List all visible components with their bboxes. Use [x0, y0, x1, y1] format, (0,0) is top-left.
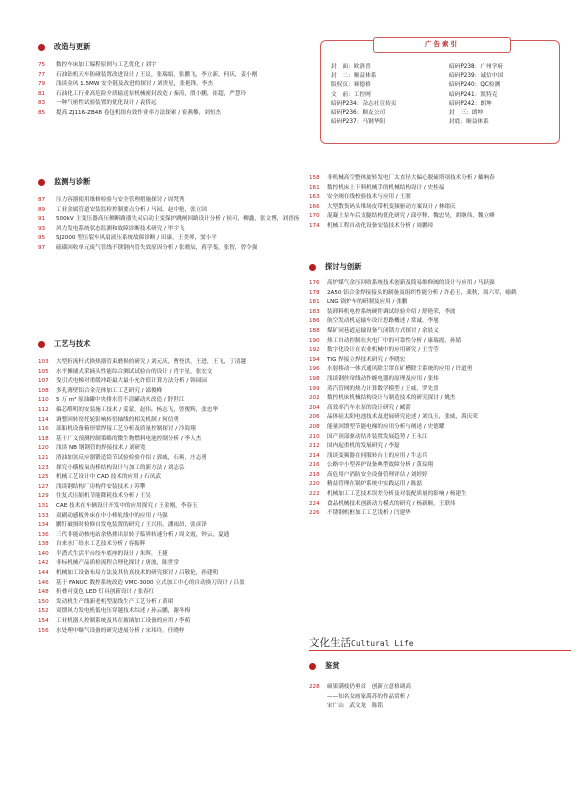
entry-title: 非标机械产品质检流程合理化探讨 / 唐波，陈世堂 [56, 560, 179, 567]
toc-entry[interactable] [38, 531, 300, 541]
toc-entry[interactable] [38, 512, 300, 522]
toc-entry[interactable] [38, 483, 300, 493]
entry-title: 高炉煤气余压回收系统技术创新及简易维修阀的设计与应用 / 马跃强 [327, 280, 495, 286]
entry-title: 硕果满枝仍垂首 创新立意格调高 [327, 684, 411, 690]
entry-title: 双刷动感板外床在中小棒轧线中的应用 / 马强 [56, 512, 168, 519]
entry-title: 硫磺回收单元废气管线不锈钢内管失效原因分析 / 张晓辰，蒋学斐，张智，曾令强 [56, 244, 258, 251]
ad-index-box [320, 40, 560, 144]
toc-entry[interactable] [38, 234, 300, 244]
page-number: 204 [309, 404, 320, 411]
entry-title: 鹏钉破损时检修自发电装置的研究 / 王兴伟，潘雨昂，张彦泽 [56, 522, 207, 529]
entry-title: 渣油加氢反应器锻造筒节试验检验介绍 / 郭威，石爽，庄志勇 [56, 454, 207, 461]
entry-title: 一种气密性试验装置的优化设计 / 袁侨远 [56, 100, 157, 107]
entry-title: 公路中小型养护设备典型故障分析 / 黄琮翔 [327, 462, 434, 469]
toc-entry[interactable] [38, 368, 300, 378]
page-number: 154 [38, 618, 49, 625]
page-number: 103 [38, 359, 49, 365]
entry-title: 装卸料机电控系统硬件调试经验介绍 / 舒艳荣，李波 [327, 308, 456, 315]
page-number: 166 [309, 203, 320, 210]
entry-title: 风力发电系统状态监测和故障诊断技术研究 / 毕宇飞 [56, 225, 185, 232]
ad-index-item: 暗码P242：朗坤 [449, 100, 492, 107]
entry-title: 基于广义预测控制策略的微生物燃料电池控制分析 / 李人杰 [56, 435, 202, 442]
page-number: 95 [38, 235, 46, 242]
bullet-dot-icon [38, 44, 45, 51]
toc-entry[interactable] [38, 387, 300, 397]
page-number: 181 [309, 299, 320, 306]
bullet-dot-icon [38, 341, 45, 348]
toc-entry[interactable] [309, 433, 571, 443]
entry-title: 国产顶部驱动钻井装置发展趋势 / 王永江 [327, 433, 428, 440]
entry-title: ——知名女画家禹苏的作品赏析 / [327, 693, 409, 700]
page-number: 188 [309, 327, 320, 334]
toc-entry[interactable] [309, 423, 571, 433]
toc-entry[interactable] [38, 521, 300, 531]
toc-entry[interactable] [309, 193, 571, 203]
entry-title: 折叠可变色 LED 灯具创新设计 / 张春红 [56, 589, 155, 596]
toc-entry[interactable] [38, 444, 300, 454]
toc-entry[interactable] [309, 308, 571, 318]
toc-entry[interactable] [38, 225, 300, 235]
page-number: 146 [38, 579, 49, 586]
toc-entry[interactable] [38, 540, 300, 550]
section-title: 工艺与技术 [54, 339, 91, 348]
bullet-dot-icon [309, 264, 316, 271]
entry-title: 探究小横板氧齿棒结构设计与加工的新方法 / 刘志弘 [56, 464, 185, 471]
toc-entry[interactable] [309, 279, 571, 289]
page-number: 134 [38, 522, 49, 529]
toc-entry[interactable] [309, 452, 571, 462]
toc-entry[interactable] [38, 569, 300, 579]
page-number: 81 [38, 90, 46, 97]
ad-index-item: 封底：顺益体系 [449, 119, 489, 126]
ad-index-item: 暗码P240：QC检测 [449, 82, 501, 89]
bullet-dot-icon [309, 663, 316, 670]
toc-entry[interactable] [38, 425, 300, 435]
page-number: 148 [38, 589, 49, 596]
entry-title: 往复式压缩机节能降耗技术分析 / 王吴 [56, 493, 151, 500]
toc-entry[interactable] [38, 550, 300, 560]
toc-entry[interactable] [38, 215, 300, 225]
section-title: 鉴赏 [325, 661, 340, 670]
toc-entry[interactable] [38, 196, 300, 206]
page-number: 198 [309, 375, 320, 382]
culture-section [309, 631, 549, 650]
section-entries [309, 174, 571, 232]
entry-title: 偏芯醛明的安装施工技术 / 姜蒙，赵伟，杨志飞，曾俊辉，张忠华 [56, 406, 219, 413]
toc-entry[interactable] [38, 454, 300, 464]
page-number: 118 [38, 435, 49, 442]
entry-title: 数控车床加工编程原则与工艺优化 / 刘宇 [56, 62, 157, 68]
section-title: 探讨与创新 [325, 262, 362, 271]
page-number: 114 [38, 416, 49, 423]
toc-entry[interactable] [38, 607, 300, 617]
toc-entry[interactable] [309, 365, 571, 375]
entry-title: 宋广山 武文龙 陈铭 [327, 703, 383, 710]
page-number: 129 [38, 493, 49, 500]
toc-entry[interactable] [38, 492, 300, 502]
section-heading [38, 339, 90, 349]
page-number: 138 [38, 541, 49, 548]
page-number: 156 [38, 627, 49, 634]
toc-entry[interactable] [38, 61, 300, 71]
toc-entry[interactable] [309, 212, 571, 222]
toc-entry[interactable] [38, 559, 300, 569]
page-number: 105 [38, 368, 49, 375]
section-entries [309, 279, 571, 519]
section-entries [38, 358, 300, 636]
entry-title: 工业机器人控制系统及其在玻璃加工设备的应用 / 李萌 [56, 618, 191, 625]
entry-title: 高效率汽车水泵的设计研究 / 臧蕾 [327, 404, 411, 411]
entry-title: 精益管理在锅炉系统中实践运用 / 陈磊 [327, 481, 422, 488]
section-heading [38, 42, 90, 52]
page-number: 228 [309, 684, 320, 690]
entry-title: 浅谈钢丝帘线动作缠电器的原理及应用 / 张炜 [327, 375, 439, 382]
ad-index-item: 暗码P236：顺友公司 [331, 110, 386, 117]
toc-entry[interactable] [38, 90, 300, 100]
entry-title: 安全阀在线校验技术与应用 / 王朋 [327, 194, 411, 201]
entry-title: 蒸汽管网的热力计算数学模型 / 王威，罗先喜 [327, 385, 439, 392]
entry-title: 工业金属管道安装监检控制要点分析 / 马园，赵中艳，张立国 [56, 206, 207, 213]
toc-entry[interactable] [38, 435, 300, 445]
entry-title: 调整回转窑托轮影响转窑轴线的相关机制 / 何信勇 [56, 416, 179, 423]
toc-entry[interactable] [38, 416, 300, 426]
page-number: 152 [38, 608, 49, 615]
page-number: 216 [309, 462, 320, 469]
toc-entry[interactable] [309, 702, 571, 712]
page-number: 196 [309, 366, 320, 373]
entry-title: 5 万 m³ 原油罐中央排水管不清罐动火改造 / 舒世江 [56, 397, 185, 404]
page-number: 199 [309, 385, 320, 392]
ad-index-title: 广告索引 [373, 37, 511, 53]
page-number: 123 [38, 464, 49, 471]
toc-entry[interactable] [309, 222, 571, 232]
entry-title: 热工自动控制在火电厂中的可靠性分析 / 康瑞霞，孙婧 [327, 337, 462, 344]
page-number: 79 [38, 81, 46, 88]
entry-title: 机械工程自动化设备安装技术分析 / 周鹏璋 [327, 222, 434, 229]
page-number: 83 [38, 100, 46, 107]
toc-entry[interactable] [309, 174, 571, 184]
page-number: 220 [309, 481, 320, 488]
entry-title: 晶体硅太阳电池技术及进展研究论述 / 刘良玉，张威，禹庆荣 [327, 414, 478, 421]
toc-entry[interactable] [309, 490, 571, 500]
page-number: 85 [38, 109, 46, 116]
page-number: 136 [38, 531, 49, 538]
entry-title: 高危用户消防安全设备管理评估 / 刘婷婷 [327, 471, 428, 478]
culture-entries [309, 683, 571, 712]
toc-entry[interactable] [309, 184, 571, 194]
page-number: 142 [38, 560, 49, 567]
page-number: 87 [38, 197, 46, 203]
entry-title: 500kV 主变压器高压侧断路器失灵启动主变保护跳闸回路设计分析 / 侯可，柳鑫，张文博，刘晋扬 [56, 216, 300, 223]
entry-title: SJ2000 型压裂车风扇液压系统故障诊断 / 田康，王美琴，窦小平 [56, 235, 217, 242]
entry-title: 水射移动一体式通风除尘罩在矿槽除尘系统的应用 / 许道勇 [327, 366, 473, 373]
entry-title: 国内起重机的发展研究 / 李磊 [327, 443, 400, 450]
page-number: 108 [38, 387, 49, 394]
page-number: 186 [309, 318, 320, 325]
page-number: 214 [309, 452, 320, 459]
page-number: 226 [309, 510, 320, 517]
page-number: 150 [38, 598, 49, 605]
toc-entry[interactable] [309, 683, 571, 693]
page-number: 107 [38, 378, 49, 385]
page-number: 174 [309, 222, 320, 229]
page-number: 77 [38, 71, 46, 78]
page-number: 178 [309, 289, 320, 296]
entry-title: 水平摊铺式采摘头性能综合测试试验台的设计 / 肖宇星，张宏文 [56, 368, 213, 375]
page-number: 131 [38, 502, 49, 509]
toc-entry[interactable] [309, 317, 571, 327]
toc-entry[interactable] [309, 385, 571, 395]
page-number: 176 [309, 280, 320, 286]
entry-title: 机械加工设备布局方法及其仿真技术的研究探讨 / 吕敬伦，孙建明 [56, 570, 219, 577]
ad-index-item: 暗码P239：诚信中国 [449, 73, 504, 80]
section-title: 监测与诊断 [54, 177, 91, 186]
entry-title: 石油化工行业高危险介质输送泵机械密封改造 / 秦涛，殷小鹏，崔超，严慧玲 [56, 90, 247, 97]
ad-index-item: 封 三：朗坤 [449, 110, 484, 117]
toc-entry[interactable] [309, 394, 571, 404]
page-number: 125 [38, 474, 49, 481]
toc-entry[interactable] [38, 71, 300, 81]
entry-title: 机械加工工艺技术误差分析及对装配质量的影响 / 杨建生 [327, 491, 467, 498]
toc-entry[interactable] [309, 413, 571, 423]
toc-entry[interactable] [309, 337, 571, 347]
page-number: 93 [38, 225, 46, 232]
entry-title: 不锈钢机框加工工艺浅析 / 闫建华 [327, 510, 411, 517]
entry-title: 双馈风力发电机低电压穿越技术综述 / 孙云鹏，谢冬梅 [56, 608, 191, 615]
page-number: 163 [309, 194, 320, 201]
ad-index-item: 封 面：欧洛普 [331, 64, 371, 70]
page-number: 116 [38, 426, 49, 433]
page-number: 192 [309, 347, 320, 354]
toc-entry[interactable] [38, 627, 300, 637]
page-number: 97 [38, 244, 46, 251]
page-number: 190 [309, 337, 320, 344]
page-number: 183 [309, 308, 320, 315]
page-number: 75 [38, 62, 46, 68]
page-number: 158 [309, 175, 320, 181]
page-number: 112 [38, 406, 49, 413]
entry-title: 半潜式生活平台绞车底座的设计 / 朱晖，王捷 [56, 550, 168, 557]
entry-title: 曳引式电梯对重缓冲距最大最小允许值计算方法分析 / 韩园园 [56, 378, 207, 385]
entry-title: 浅谈 NB 钢钢管的焊接技术 / 刘研宽 [56, 445, 146, 452]
page-number: 127 [38, 483, 49, 490]
culture-title-cn: 文化生活 [309, 637, 351, 649]
toc-entry[interactable] [309, 298, 571, 308]
section-entries [38, 196, 300, 254]
culture-divider [309, 650, 571, 651]
entry-title: 浅谈变频器在伺服转台上的应用 / 牛志兵 [327, 452, 428, 459]
entry-title: 自来水厂给水工艺技术分析 / 容振辉 [56, 541, 146, 548]
section-heading-appreciation [309, 661, 340, 671]
entry-title: 航空发动机运输车设计思路概述 / 常诚，李旭 [327, 318, 439, 325]
page-number: 133 [38, 512, 49, 519]
toc-entry[interactable] [309, 500, 571, 510]
page-number: 212 [309, 443, 320, 450]
entry-title: 浅谈钢结构厂房构件安装技术 / 苏攀 [56, 483, 146, 490]
toc-entry[interactable] [309, 356, 571, 366]
entry-title: 提高 ZJ116-ZB48 卷包机组有效作业率方法探索 / 崔燕黎，刘恒杰 [56, 109, 222, 116]
toc-entry[interactable] [38, 473, 300, 483]
ad-index-item: 暗码P238：广州学府 [449, 64, 504, 70]
section-title: 改造与更新 [54, 42, 91, 51]
entry-title: LNG 锅炉车的研制及应用 / 张鹏 [327, 299, 408, 306]
toc-entry[interactable] [38, 502, 300, 512]
entry-title: 基于 FANUC 数控系统改造 VMC-3000 立式加工中心的自动换刀设计 / 吕盈 [56, 579, 245, 586]
page-number: 170 [309, 213, 320, 220]
ad-index-item: 版权页：赛德格 [331, 82, 371, 89]
entry-title: 石油钻机天车防碰装置改进设计 / 王议，张瑞娟，张鹏飞，李立新，何庆，姜小刚 [56, 71, 258, 78]
toc-entry[interactable] [38, 617, 300, 627]
page-number: 89 [38, 206, 46, 213]
toc-entry[interactable] [309, 327, 571, 337]
toc-entry[interactable] [309, 289, 571, 299]
toc-entry[interactable] [309, 203, 571, 213]
entry-title: 多孔薄壁铝合金壳体加工工艺研究 / 邵俊峰 [56, 387, 163, 394]
page-number: 91 [38, 216, 46, 223]
toc-entry[interactable] [309, 346, 571, 356]
page-number: 161 [309, 184, 320, 191]
page-number: 202 [309, 395, 320, 402]
ad-index-item: 暗码P234：杂志社宣传页 [331, 100, 397, 107]
toc-entry[interactable] [309, 461, 571, 471]
toc-entry[interactable] [309, 509, 571, 519]
section-heading [309, 262, 361, 272]
ad-index-grid [331, 63, 553, 127]
bullet-dot-icon [38, 179, 45, 186]
entry-title: 发动机生产线新老机型混线生产工艺分析 / 黄珺 [56, 598, 174, 605]
toc-entry[interactable] [38, 406, 300, 416]
toc-entry[interactable] [38, 396, 300, 406]
toc-entry[interactable] [38, 377, 300, 387]
entry-title: 能量回馈型节能电梯的应用分析与阐述 / 史德耀 [327, 423, 445, 430]
entry-title: 三代非能动核电站余热排出泵转子临界转速分析 / 周文霞，钟云，夏通 [56, 531, 230, 538]
entry-title: CAE 技术在车辆设计开发中的应用探究 / 王金刚，李春玉 [56, 502, 198, 509]
entry-title: 数控机床机械结构设计与制造技术的研究探讨 / 姚杰 [327, 395, 456, 402]
page-number: 120 [38, 445, 49, 452]
entry-title: TIG 焊接立焊技术研究 / 李晓宏 [327, 356, 406, 363]
toc-entry[interactable] [38, 244, 300, 254]
toc-entry[interactable] [38, 206, 300, 216]
page-number: 121 [38, 454, 49, 461]
culture-title [309, 637, 414, 649]
culture-title-en: Cultural Life [351, 639, 414, 648]
toc-entry[interactable] [38, 358, 300, 368]
toc-entry[interactable] [309, 375, 571, 385]
entry-title: 2A50 铝合金焊接接头的制备及组织性能分析 / 许必玉，龚秋，周六军，喻鹤 [327, 289, 517, 296]
entry-title: 部船机设备箱形梁焊接工艺分析及质量控制探讨 / 冷海翔 [56, 426, 196, 433]
page-number: 210 [309, 433, 320, 440]
entry-title: 压力容器使用维修检验与安全管理措施探讨 / 周梵秀 [56, 197, 185, 203]
entry-title: 大型折流杆式换热器管束磨损的研究 / 刘元庆，曹登洪，王进，王飞，丁清越 [56, 359, 247, 365]
entry-title: 数字化设计在农业机械中的应用研究 / 王雪莹 [327, 347, 439, 354]
page-number: 208 [309, 423, 320, 430]
entry-title: 机械工艺设计中 CAD 技术的应用 / 石凤武 [56, 474, 161, 481]
ad-index-item: 文 前：工控网 [331, 91, 371, 98]
toc-entry[interactable] [309, 480, 571, 490]
section-entries [38, 61, 300, 119]
ad-index-item: 暗码P237：马钢华阳 [331, 119, 386, 126]
page-number: 110 [38, 397, 49, 404]
toc-entry[interactable] [38, 579, 300, 589]
toc-entry[interactable] [38, 99, 300, 109]
toc-entry[interactable] [38, 464, 300, 474]
toc-entry[interactable] [309, 693, 571, 703]
entry-title: 大型散货码头堆场皮带机变频驱动方案设计 / 林绪庆 [327, 203, 456, 210]
entry-title: 煤矿同巷道运输设备气闭锁方式探讨 / 余晨义 [327, 327, 439, 334]
toc-entry[interactable] [38, 598, 300, 608]
toc-entry[interactable] [309, 442, 571, 452]
entry-title: 数控机床上下料机械手的机械结构设计 / 史桂福 [327, 184, 445, 191]
toc-entry[interactable] [309, 471, 571, 481]
page-number: 194 [309, 356, 320, 363]
entry-title: 浅谈金风 1.5MW 安全链及改进的探讨 / 刘贵星，张艳锋，李杰 [56, 81, 213, 88]
page-number: 206 [309, 414, 320, 421]
section-heading [38, 177, 90, 187]
page-number: 140 [38, 550, 49, 557]
entry-title: 非机械高空整体旋转发电厂太直径大偏心脱硫塔项技术分析 / 戴响春 [327, 175, 495, 181]
entry-title: 食品机械技术创新动力模式的研究 / 杨新顺，王联伟 [327, 500, 456, 507]
ad-index-item: 封 二：顺益体系 [331, 73, 377, 80]
page-number: 222 [309, 491, 320, 498]
toc-entry[interactable] [309, 404, 571, 414]
page-number: 218 [309, 471, 320, 478]
entry-title: 水处理中曝气设备的研究进展分析 / 宋玮玲，任晓梓 [56, 627, 185, 634]
toc-entry[interactable] [38, 80, 300, 90]
page-number: 144 [38, 570, 49, 577]
toc-entry[interactable] [38, 588, 300, 598]
page-number: 224 [309, 500, 320, 507]
entry-title: 混凝土泵车后支腿结构优化研究 / 邱亭释，魏忠昊，胡继伟，魏立峰 [327, 213, 495, 220]
ad-index-item: 暗码P241：凯特克 [449, 91, 498, 98]
toc-entry[interactable] [38, 109, 300, 119]
